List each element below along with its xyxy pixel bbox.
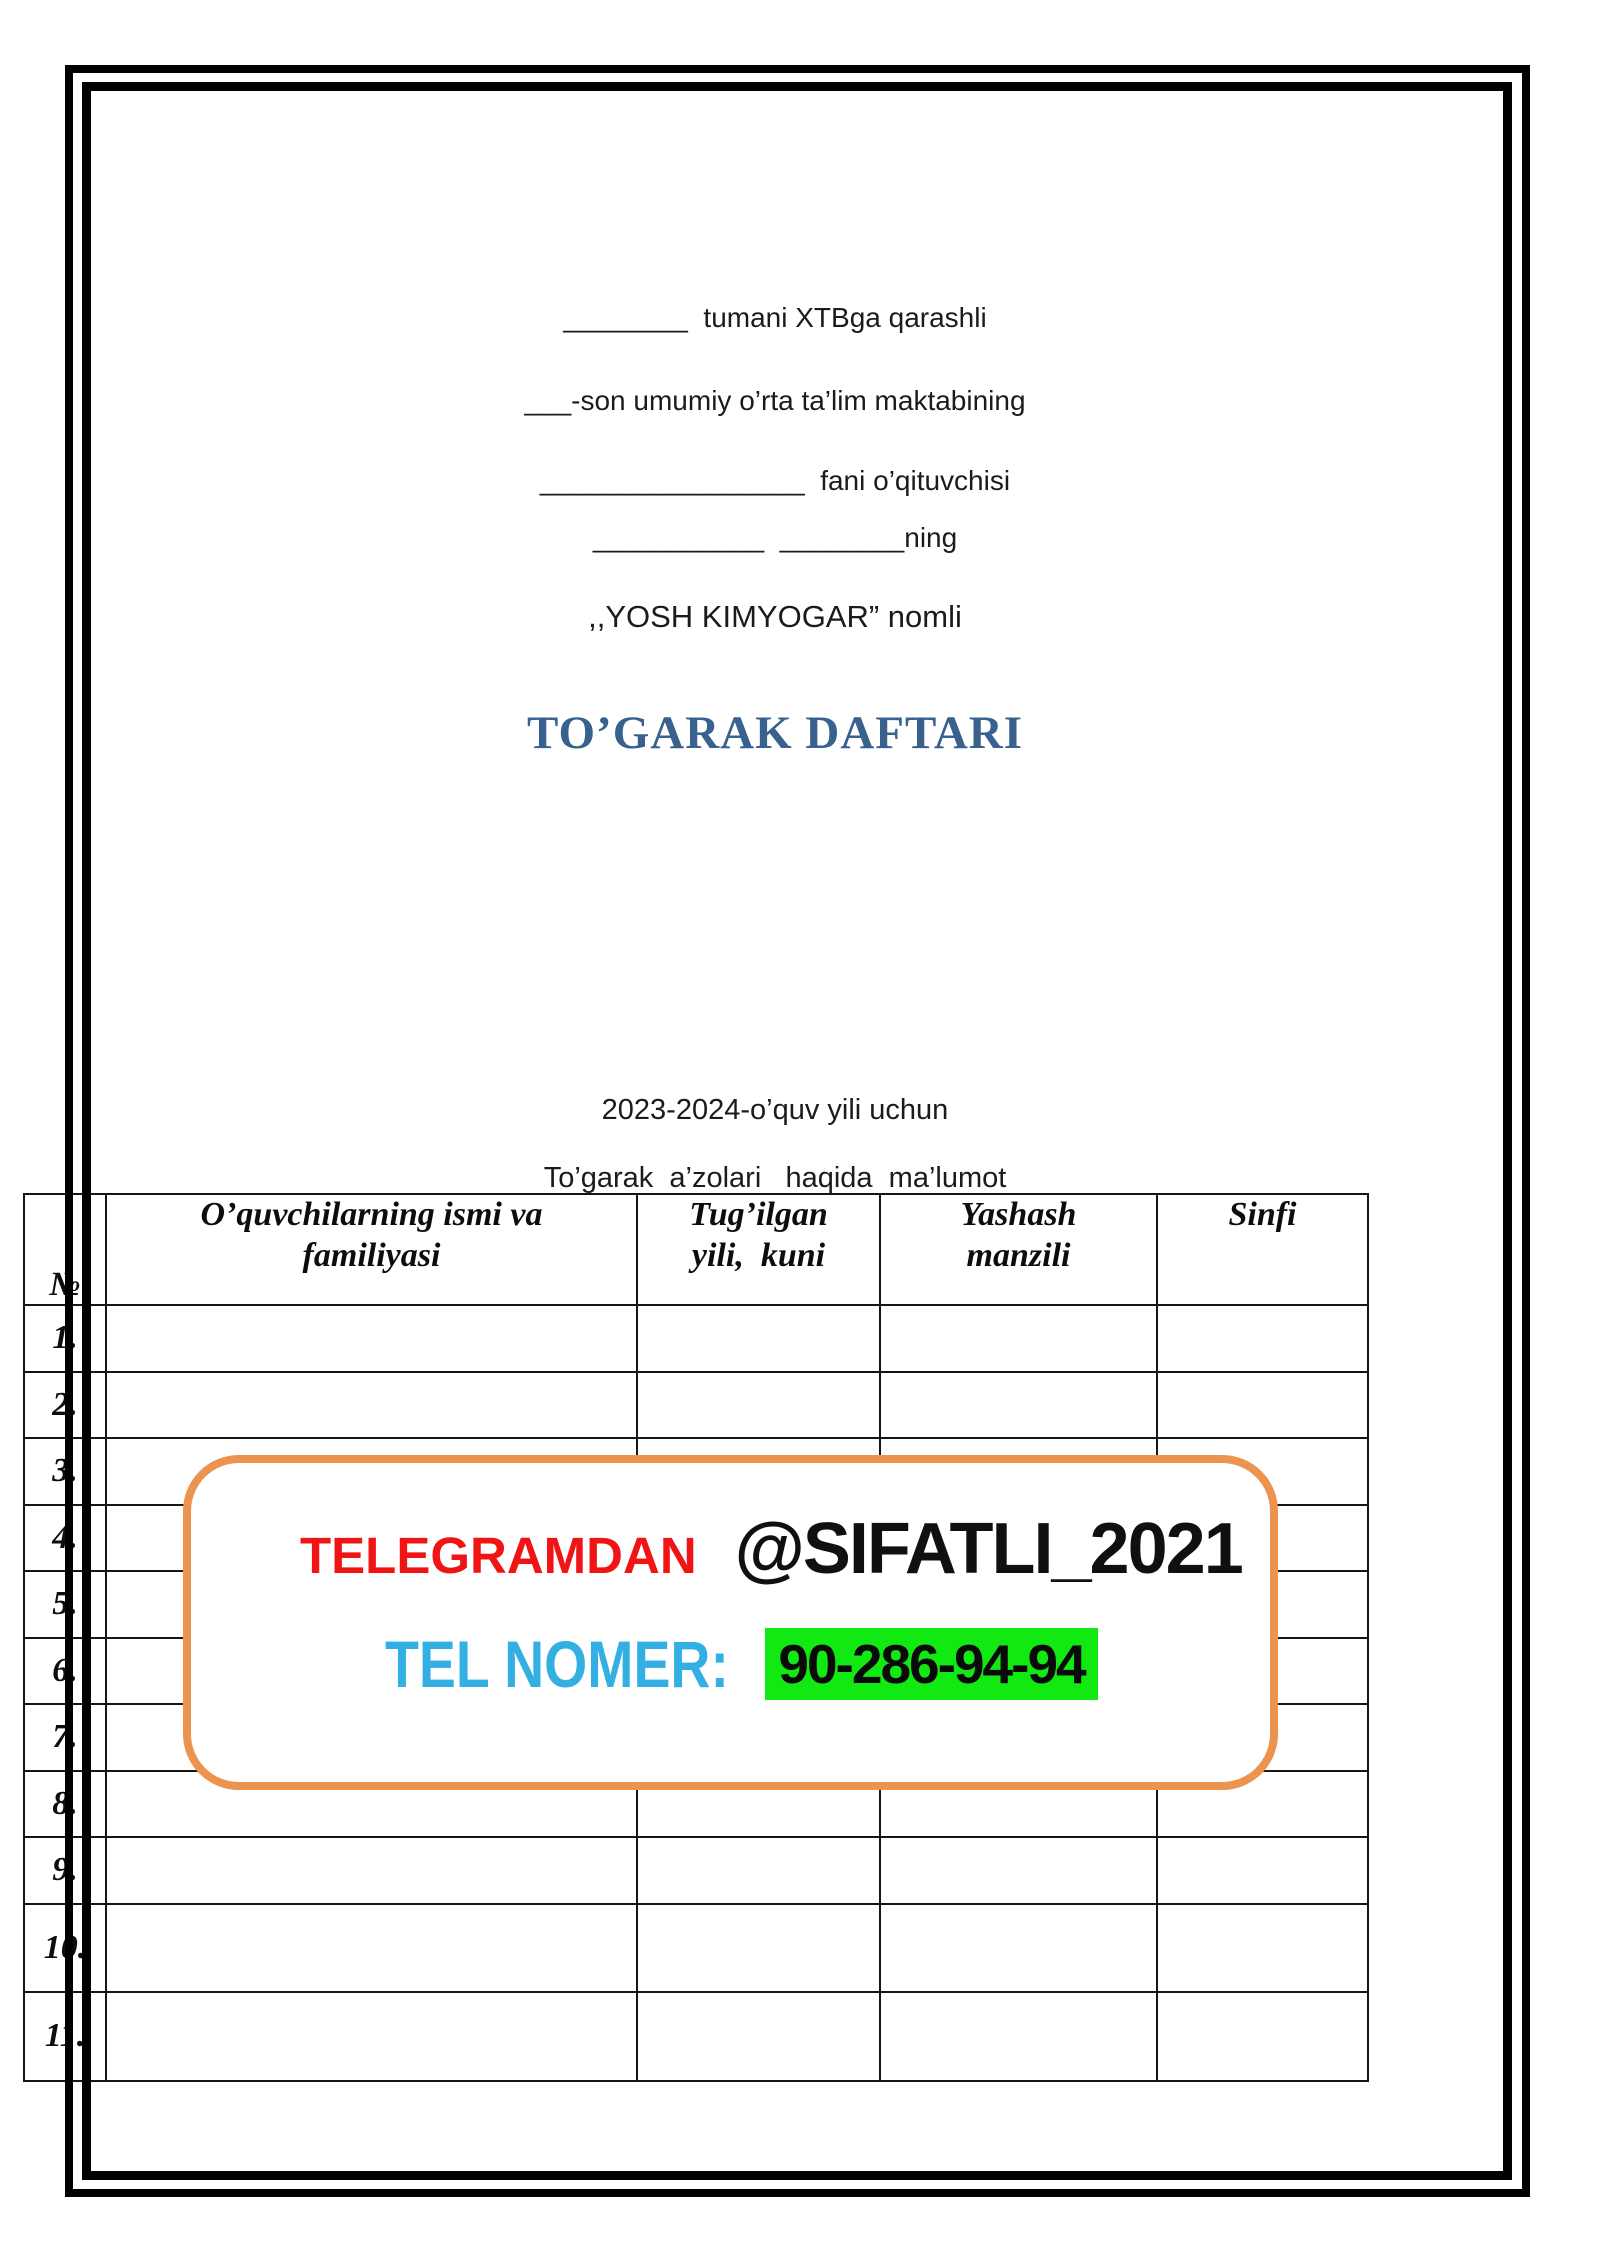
row-number-cell: 8.: [24, 1771, 106, 1838]
row-number-cell: 9.: [24, 1837, 106, 1904]
academic-year-line: 2023-2024-o’quv yili uchun: [601, 1094, 949, 1126]
table-caption: To’garak a’zolari haqida ma’lumot: [543, 1162, 1007, 1194]
page-frame-inner: [82, 82, 1512, 2180]
col-header-birth-line2: yili, kuni: [691, 1236, 826, 1274]
school-number-line: ___-son umumiy o’rta ta’lim maktabining: [524, 385, 1026, 416]
col-header-grade: Sinfi: [1157, 1194, 1368, 1305]
row-number-cell: 10.: [24, 1904, 106, 1993]
telegram-label: TELEGRAMDAN: [300, 1527, 697, 1584]
row-number-cell: 3.: [24, 1438, 106, 1505]
row-number-cell: 11.: [24, 1992, 106, 2081]
teacher-name-line: ___________ ________ning: [592, 522, 958, 553]
telegram-handle: @SIFATLI_2021: [734, 1509, 1242, 1589]
phone-number: 90-286-94-94: [778, 1633, 1085, 1695]
row-number-cell: 4.: [24, 1505, 106, 1572]
row-number-cell: 6.: [24, 1638, 106, 1705]
page-title: TO’GARAK DAFTARI: [526, 707, 1024, 759]
col-header-name-line2: familiyasi: [302, 1236, 441, 1274]
col-header-name-line1: O’quvchilarning ismi va: [200, 1196, 543, 1233]
club-name-line: ,,YOSH KIMYOGAR” nomli: [588, 599, 962, 634]
col-header-address-line1: Yashash: [960, 1196, 1077, 1233]
phone-label: TEL NOMER:: [385, 1627, 729, 1701]
row-number-cell: 7.: [24, 1704, 106, 1771]
phone-number-highlight: [765, 1628, 1098, 1700]
col-header-number: №: [24, 1194, 106, 1305]
row-number-cell: 1.: [24, 1305, 106, 1372]
blank-district-line: ________ tumani XTBga qarashli: [563, 302, 987, 333]
telegram-row: [300, 1508, 1242, 1590]
row-number-cell: 2.: [24, 1372, 106, 1439]
subject-teacher-line: _________________ fani o’qituvchisi: [539, 465, 1011, 496]
row-number-cell: 5.: [24, 1571, 106, 1638]
col-header-birth-line1: Tug’ilgan: [689, 1196, 828, 1233]
promo-box: [183, 1455, 1278, 1790]
col-header-address-line2: manzili: [966, 1236, 1071, 1274]
